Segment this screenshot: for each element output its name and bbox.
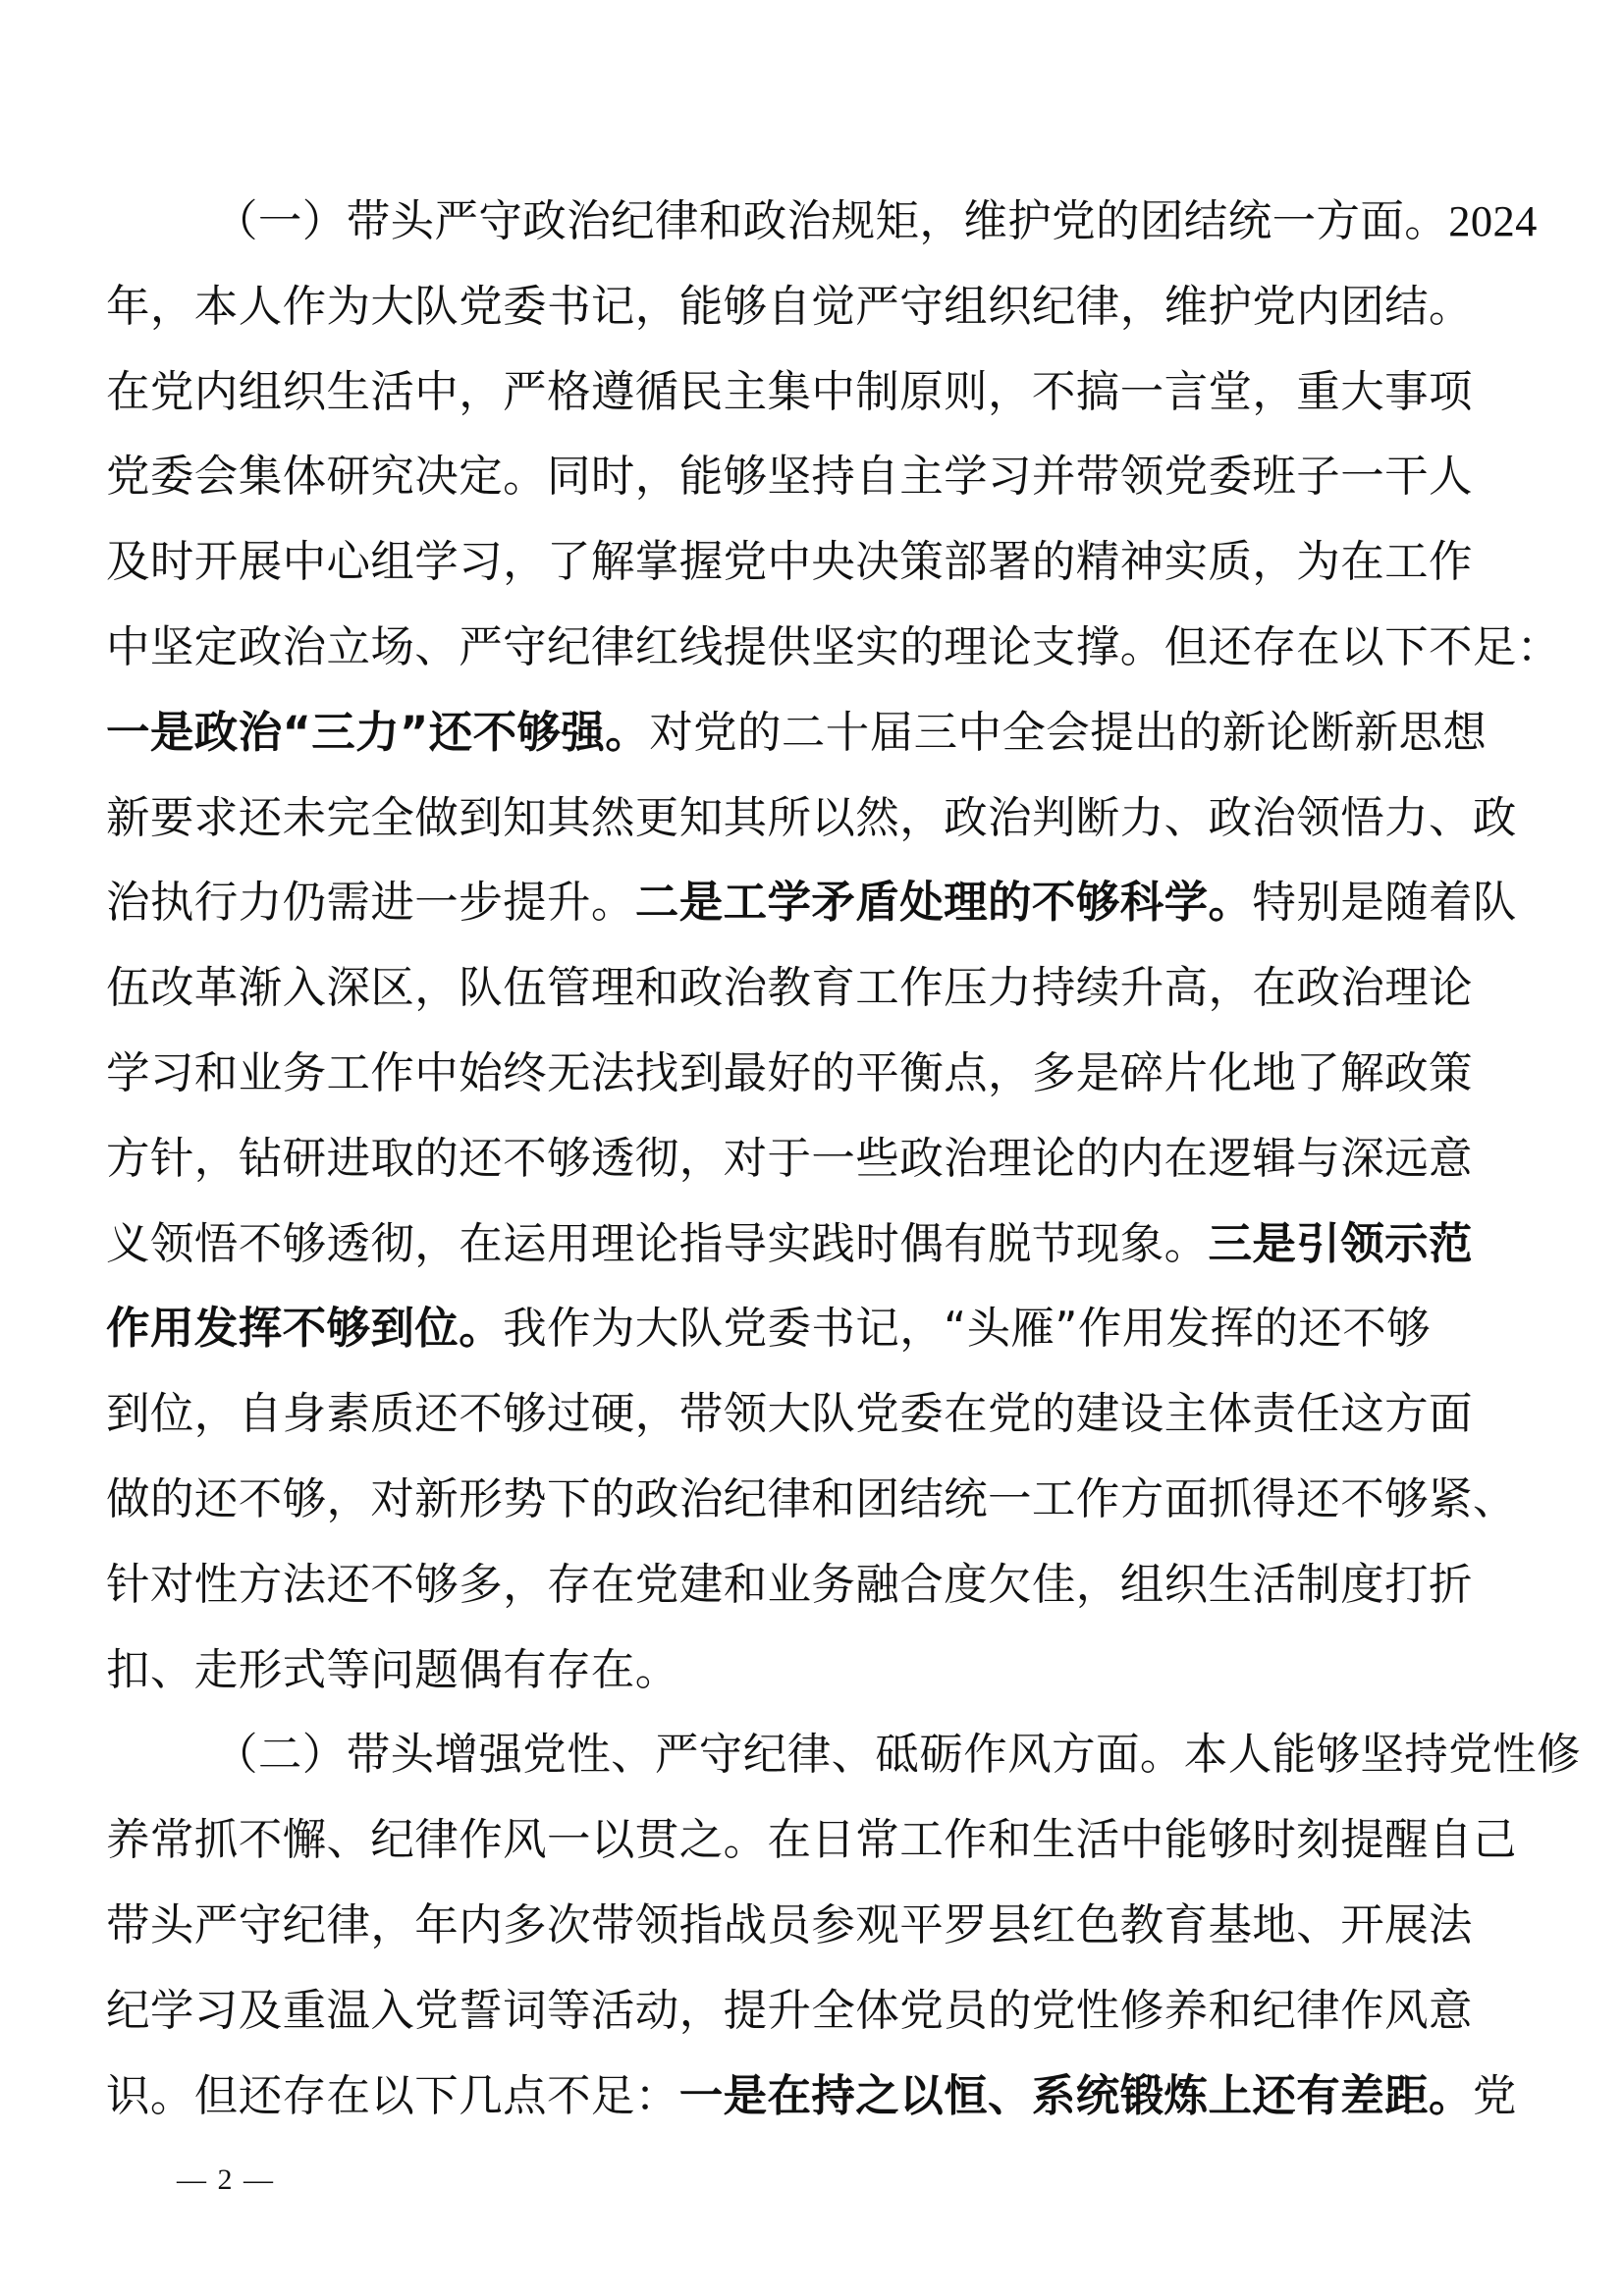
text-segment: 中坚定政治立场、严守纪律红线提供坚实的理论支撑。但还存在以下不足： bbox=[106, 621, 1561, 672]
text-line bbox=[106, 861, 1517, 946]
text-line bbox=[106, 1713, 1581, 1798]
text-line bbox=[106, 179, 1538, 265]
text-line bbox=[106, 946, 1481, 1032]
text-segment: 方针，钻研进取的还不够透彻，对于一些政治理论的内在逻辑与深远意 bbox=[106, 1133, 1473, 1184]
text-segment: （二）带头增强党性、严守纪律、砥砺作风方面。本人能够坚持党性修 bbox=[214, 1730, 1581, 1781]
text-line bbox=[106, 435, 1481, 520]
text-line bbox=[106, 350, 1481, 436]
text-segment: 及时开展中心组学习，了解掌握党中央决策部署的精神实质，为在工作 bbox=[106, 537, 1473, 588]
bold-text-segment: 作用发挥不够到位。 bbox=[106, 1304, 504, 1355]
text-segment: 党委会集体研究决定。同时，能够坚持自主学习并带领党委班子一干人 bbox=[106, 452, 1473, 503]
text-line bbox=[106, 1543, 1481, 1629]
paragraph bbox=[106, 179, 1561, 1713]
bold-text-segment: 一是政治“三力”还不够强。 bbox=[106, 707, 650, 758]
text-line bbox=[106, 520, 1481, 606]
text-segment: 学习和业务工作中始终无法找到最好的平衡点，多是碎片化地了解政策 bbox=[106, 1047, 1473, 1098]
bold-text-segment: 一是在持之以恒、系统锻炼上还有差距。 bbox=[678, 2070, 1473, 2121]
text-segment: 到位，自身素质还不够过硬，带领大队党委在党的建设主体责任这方面 bbox=[106, 1389, 1473, 1440]
text-segment: 针对性方法还不够多，存在党建和业务融合度欠佳，组织生活制度打折 bbox=[106, 1559, 1473, 1610]
text-segment: 做的还不够，对新形势下的政治纪律和团结统一工作方面抓得还不够紧、 bbox=[106, 1473, 1517, 1524]
text-line bbox=[106, 1884, 1481, 1969]
document-body bbox=[106, 179, 1581, 2139]
text-segment: 特别是随着队 bbox=[1252, 878, 1517, 929]
text-line bbox=[106, 1798, 1517, 1884]
text-segment: 我作为大队党委书记，“头雁”作用发挥的还不够 bbox=[503, 1304, 1432, 1355]
bold-text-segment: 三是引领示范 bbox=[1208, 1218, 1473, 1269]
text-segment: 治执行力仍需进一步提升。 bbox=[106, 878, 635, 929]
text-line bbox=[106, 265, 1481, 350]
text-line bbox=[106, 776, 1517, 862]
text-segment: 新要求还未完全做到知其然更知其所以然，政治判断力、政治领悟力、政 bbox=[106, 792, 1517, 843]
text-segment: 义领悟不够透彻，在运用理论指导实践时偶有脱节现象。 bbox=[106, 1218, 1209, 1269]
text-segment: 扣、走形式等问题偶有存在。 bbox=[106, 1644, 679, 1695]
bold-text-segment: 二是工学矛盾处理的不够科学。 bbox=[634, 878, 1253, 929]
text-segment: 年，本人作为大队党委书记，能够自觉严守组织纪律，维护党内团结。 bbox=[106, 281, 1473, 332]
text-line bbox=[106, 1202, 1481, 1288]
text-segment: 带头严守纪律，年内多次带领指战员参观平罗县红色教育基地、开展法 bbox=[106, 1899, 1473, 1950]
text-segment: （一）带头严守政治纪律和政治规矩，维护党的团结统一方面。 bbox=[214, 196, 1449, 246]
text-line bbox=[106, 1372, 1481, 1458]
text-line bbox=[106, 1287, 1481, 1372]
text-line bbox=[106, 691, 1488, 776]
text-segment: 2024 bbox=[1448, 196, 1538, 245]
text-segment: 识。但还存在以下几点不足： bbox=[106, 2070, 679, 2121]
text-segment: 纪学习及重温入党誓词等活动，提升全体党员的党性修养和纪律作风意 bbox=[106, 1985, 1473, 2036]
text-line bbox=[106, 1458, 1517, 1543]
text-segment: 在党内组织生活中，严格遵循民主集中制原则，不搞一言堂，重大事项 bbox=[106, 366, 1473, 417]
text-line bbox=[106, 1629, 1481, 1714]
text-line bbox=[106, 1117, 1481, 1202]
paragraph bbox=[106, 1713, 1581, 2139]
text-segment: 党 bbox=[1472, 2070, 1517, 2121]
text-segment: 伍改革渐入深区，队伍管理和政治教育工作压力持续升高，在政治理论 bbox=[106, 963, 1473, 1014]
text-line bbox=[106, 2055, 1517, 2140]
page-number: — 2 — bbox=[177, 2163, 275, 2196]
text-line bbox=[106, 1032, 1481, 1117]
text-segment: 对党的二十届三中全会提出的新论断新思想 bbox=[649, 707, 1488, 758]
text-line bbox=[106, 606, 1561, 691]
text-line bbox=[106, 1969, 1481, 2055]
text-segment: 养常抓不懈、纪律作风一以贯之。在日常工作和生活中能够时刻提醒自己 bbox=[106, 1815, 1517, 1866]
